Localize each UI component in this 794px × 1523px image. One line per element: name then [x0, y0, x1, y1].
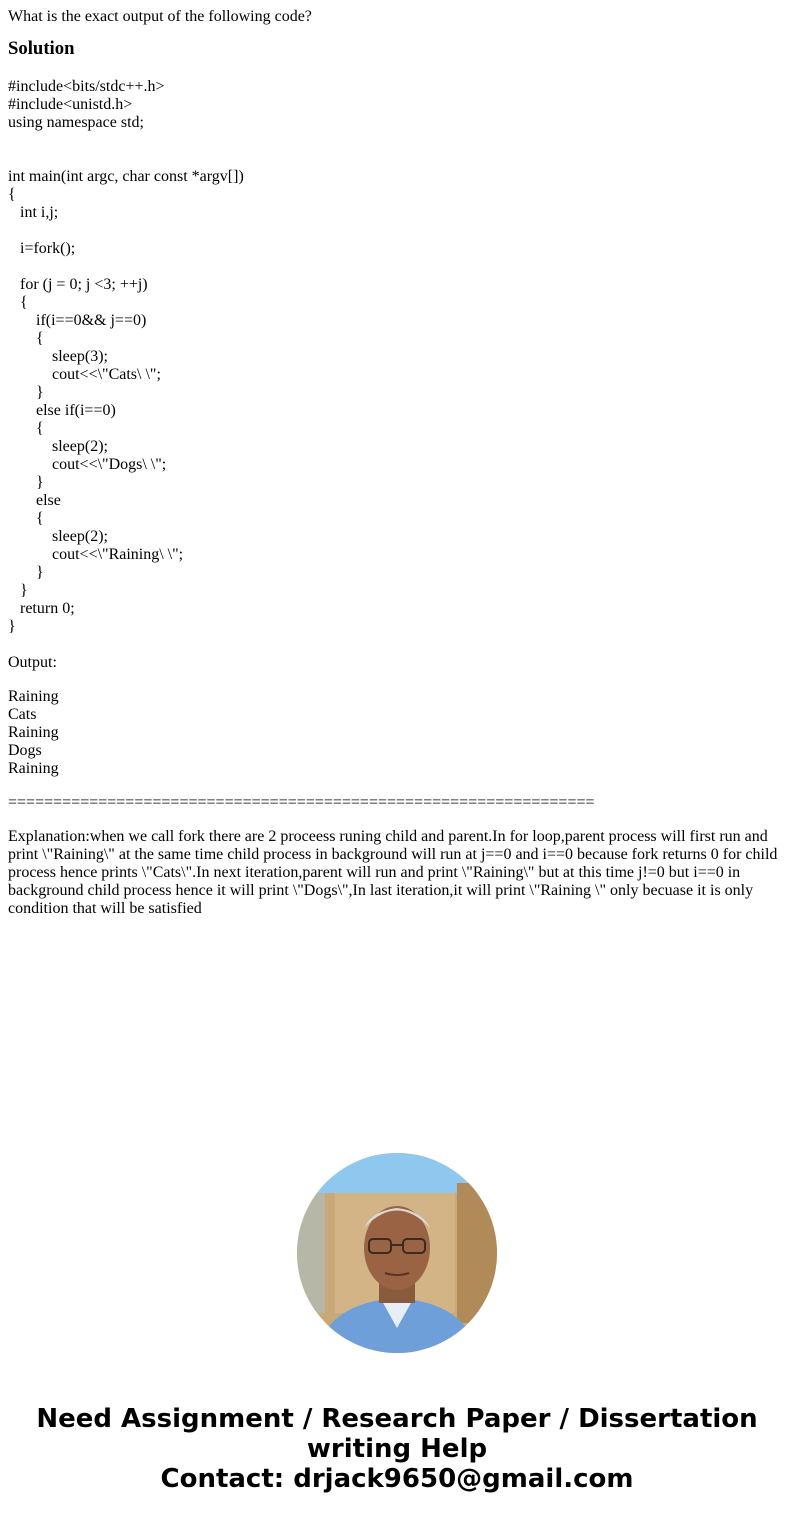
code-line: cout<<\"Dogs\ \";: [8, 456, 167, 473]
code-line: }: [8, 618, 16, 635]
code-line: sleep(2);: [8, 438, 108, 455]
author-photo-icon: [297, 1153, 497, 1353]
code-line: int main(int argc, char const *argv[]): [8, 168, 244, 185]
code-line: sleep(2);: [8, 528, 108, 545]
code-line: {: [8, 186, 16, 203]
footer-line-2: writing Help: [306, 1434, 488, 1464]
code-line: {: [8, 510, 44, 527]
code-line: using namespace std;: [8, 114, 144, 131]
code-line: }: [8, 564, 44, 581]
question-text: What is the exact output of the following code?: [8, 8, 312, 25]
code-line: return 0;: [8, 600, 75, 617]
output-line: Dogs: [8, 742, 42, 759]
code-line: #include<unistd.h>: [8, 96, 133, 113]
code-line: int i,j;: [8, 204, 59, 221]
code-line: {: [8, 420, 44, 437]
footer-line-1: Need Assignment / Research Paper / Dissertation: [36, 1404, 758, 1434]
code-line: {: [8, 294, 28, 311]
code-line: [8, 132, 786, 150]
code-line: #include<bits/stdc++.h>: [8, 78, 165, 95]
code-line: if(i==0&& j==0): [8, 312, 147, 329]
code-line: for (j = 0; j <3; ++j): [8, 276, 148, 293]
code-line: [8, 222, 786, 240]
code-line: }: [8, 582, 28, 599]
separator-line: =================================================================: [8, 794, 595, 811]
output-line: Raining: [8, 760, 59, 777]
output-line: Raining: [8, 688, 59, 705]
code-block: [8, 78, 786, 636]
code-line: }: [8, 474, 44, 491]
output-line: Cats: [8, 706, 37, 723]
solution-heading: Solution: [8, 38, 75, 59]
code-line: else: [8, 492, 61, 509]
code-line: sleep(3);: [8, 348, 108, 365]
output-label: Output:: [8, 654, 57, 671]
code-line: i=fork();: [8, 240, 76, 257]
document-body: [8, 8, 786, 918]
output-line: Raining: [8, 724, 59, 741]
code-line: [8, 150, 786, 168]
output-block: [8, 688, 786, 778]
code-line: cout<<\"Raining\ \";: [8, 546, 184, 563]
footer-contact: Contact: drjack9650@gmail.com: [160, 1464, 634, 1494]
code-line: }: [8, 384, 44, 401]
footer-banner: [0, 1404, 794, 1494]
explanation-text: Explanation:when we call fork there are 2 proceess runing child and parent.In for loop,parent process will first run and print \"Raining\" at the same time child process in background will run at j==0 and i==0 because fork returns 0 for child process hence prints \"Cats\".In next iteration,parent will run and print \"Raining\" but at this time j!=0 but i==0 in background child process hence it will print \"Dogs\",In last iteration,it will print \"Raining \" only becuase it is only condition that will be satisfied: [8, 828, 778, 917]
code-line: [8, 258, 786, 276]
code-line: {: [8, 330, 44, 347]
code-line: cout<<\"Cats\ \";: [8, 366, 161, 383]
code-line: else if(i==0): [8, 402, 116, 419]
